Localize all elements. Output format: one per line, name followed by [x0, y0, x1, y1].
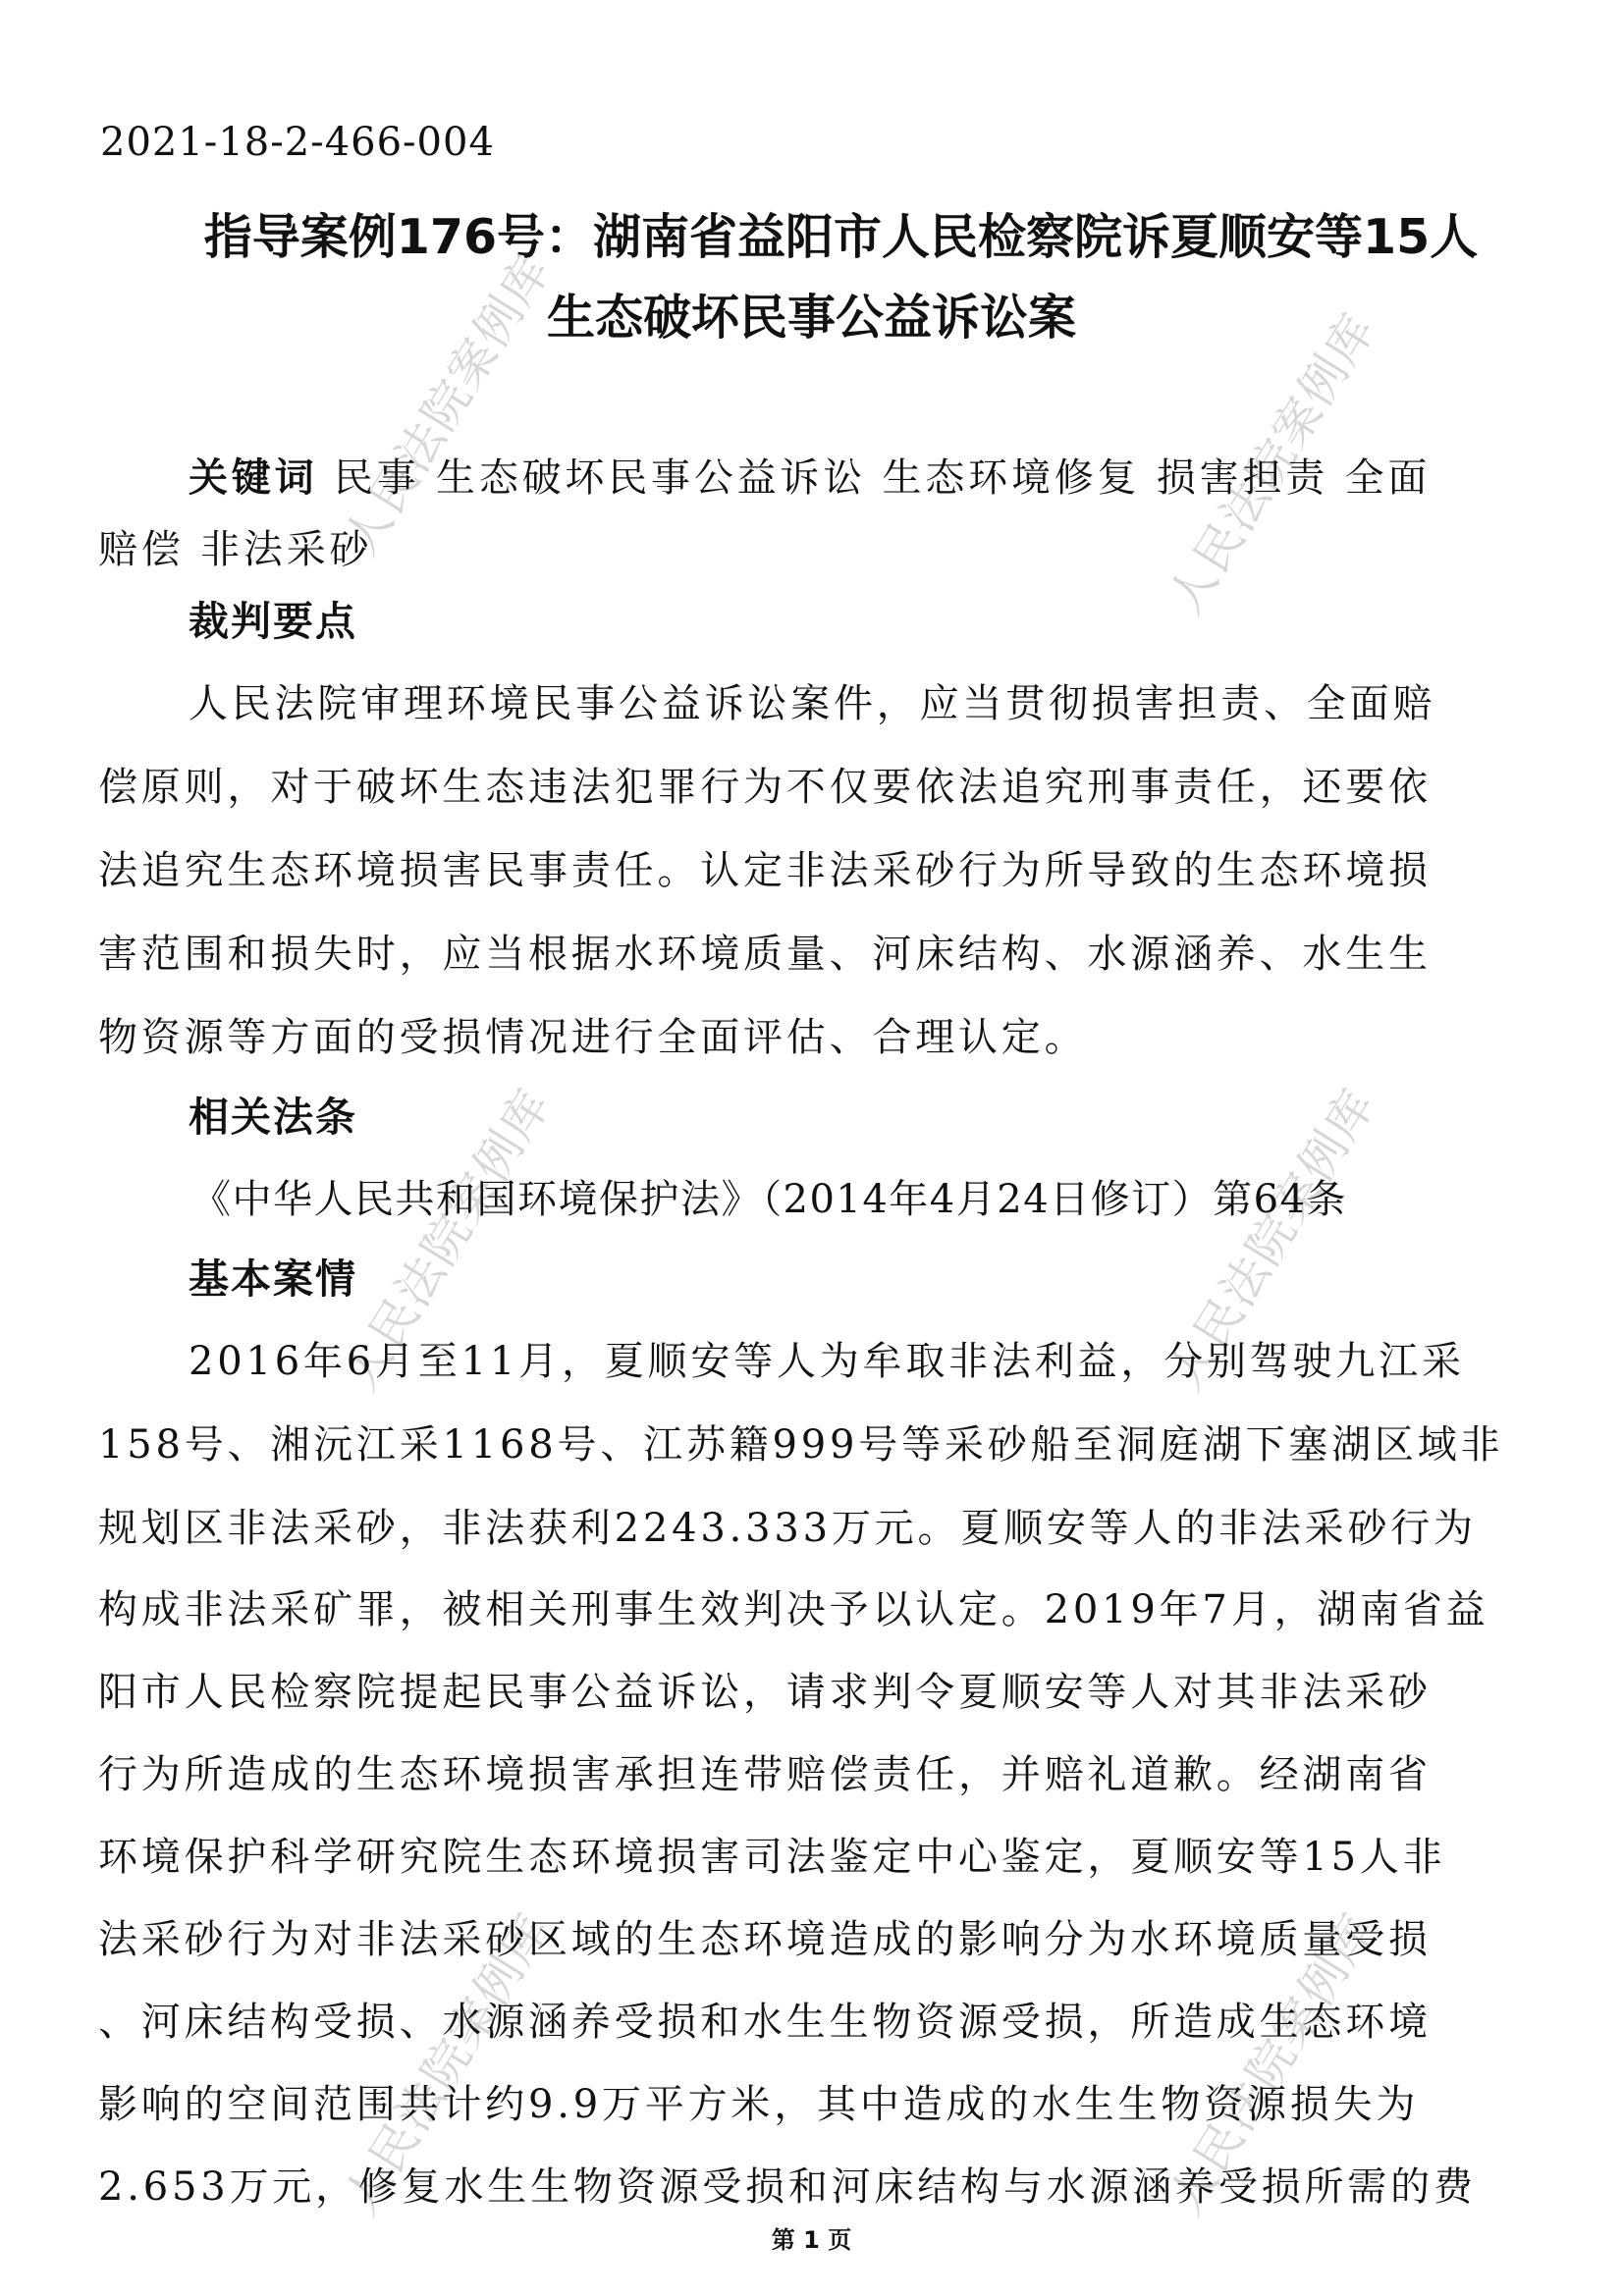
watermark: 人民法院案例库: [1158, 1902, 1387, 2224]
heading-related-law: 相关法条: [189, 1094, 357, 1141]
watermark: 人民法院案例库: [333, 1902, 563, 2224]
facts-line: 2016年6月至11月，夏顺安等人为牟取非法利益，分别驾驶九江采: [189, 1339, 1465, 1384]
judgment-line: 偿原则，对于破坏生态违法犯罪行为不仅要依法追究刑事责任，还要依: [98, 765, 1432, 810]
facts-line: 阳市人民检察院提起民事公益诉讼，请求判令夏顺安等人对其非法采砂: [98, 1670, 1432, 1715]
watermark: 人民法院案例库: [1158, 1078, 1387, 1400]
judgment-line: 人民法院审理环境民事公益诉讼案件，应当贯彻损害担责、全面赔: [189, 681, 1436, 726]
facts-line: 158号、湘沅江采1168号、江苏籍999号等采砂船至洞庭湖下塞湖区域非: [98, 1422, 1504, 1468]
watermark: 人民法院案例库: [1158, 302, 1387, 624]
page-number: 第 1 页: [771, 2226, 852, 2254]
facts-line: 法采砂行为对非法采砂区域的生态环境造成的影响分为水环境质量受损: [98, 1917, 1432, 1962]
title-line-2: 生态破坏民事公益诉讼案: [546, 290, 1076, 346]
heading-basic-facts: 基本案情: [189, 1255, 357, 1303]
keywords-label: 关键词: [189, 455, 318, 501]
watermark: 人民法院案例库: [333, 243, 563, 565]
keywords-text: 民事 生态破坏民事公益诉讼 生态环境修复 损害担责 全面: [333, 455, 1432, 501]
heading-judgment-points: 裁判要点: [189, 598, 357, 645]
facts-line: 规划区非法采砂，非法获利2243.333万元。夏顺安等人的非法采砂行为: [98, 1506, 1477, 1551]
keywords-line-2: 赔偿 非法采砂: [98, 527, 373, 572]
judgment-line: 害范围和损失时，应当根据水环境质量、河床结构、水源涵养、水生生: [98, 932, 1432, 977]
facts-line: 环境保护科学研究院生态环境损害司法鉴定中心鉴定，夏顺安等15人非: [98, 1835, 1446, 1880]
watermark: 人民法院案例库: [333, 1078, 563, 1400]
judgment-line: 物资源等方面的受损情况进行全面评估、合理认定。: [98, 1015, 1088, 1060]
facts-line: 行为所造成的生态环境损害承担连带赔偿责任，并赔礼道歉。经湖南省: [98, 1752, 1432, 1797]
case-number: 2021-18-2-466-004: [100, 120, 495, 165]
judgment-line: 法追究生态环境损害民事责任。认定非法采砂行为所导致的生态环境损: [98, 848, 1432, 893]
facts-line: 、河床结构受损、水源涵养受损和水生生物资源受损，所造成生态环境: [98, 2000, 1432, 2045]
facts-line: 影响的空间范围共计约9.9万平方米，其中造成的水生生物资源损失为: [98, 2082, 1420, 2127]
law-line: 《中华人民共和国环境保护法》（2014年4月24日修订）第64条: [191, 1177, 1348, 1222]
facts-line: 构成非法采矿罪，被相关刑事生效判决予以认定。2019年7月，湖南省益: [98, 1587, 1489, 1632]
facts-line: 2.653万元，修复水生生物资源受损和河床结构与水源涵养受损所需的费: [98, 2164, 1477, 2210]
title-line-1: 指导案例176号：湖南省益阳市人民检察院诉夏顺安等15人: [203, 209, 1479, 265]
keywords-line-1: [189, 447, 1622, 503]
